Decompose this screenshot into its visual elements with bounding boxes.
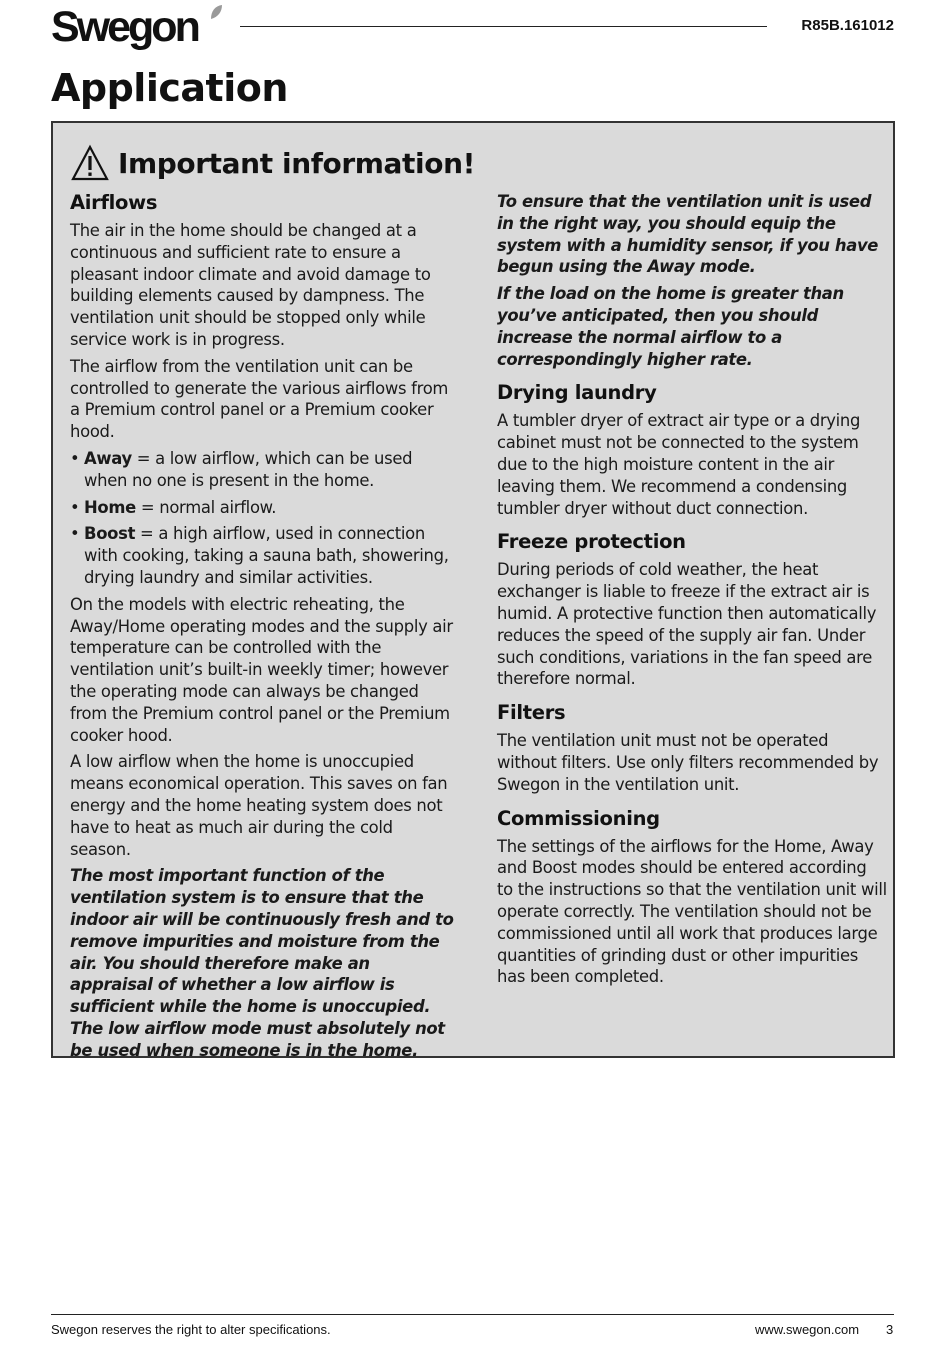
leaf-icon [209,4,223,20]
right-column [497,191,887,993]
logo-wordmark: Swegon [51,3,198,51]
mode-term: Boost [84,524,136,544]
page-number: 3 [886,1322,894,1337]
warning-triangle-icon [70,144,110,182]
freeze-protection-paragraph: During periods of cold weather, the heat exchanger is liable to freeze if the extract air is humid. A protective function then automatically reduces the speed of the supply air fan. Under such conditions, variations in the fan speed are therefore normal. [497,560,877,689]
reheating-paragraph: On the models with electric reheating, the Away/Home operating modes and the supply air temperature can be controlled with the ventilation unit’s built-in weekly timer; however the operating mode can always be changed from the Premium control panel or the Premium cooker hood. [70,594,453,745]
drying-laundry-heading: Drying laundry [497,381,657,405]
swegon-logo [51,4,223,50]
bullet: • [70,524,80,544]
footer-disclaimer: Swegon reserves the right to alter specifications. [51,1322,331,1337]
mode-description: = a low airflow, which can be used when no one is present in the home. [84,448,413,490]
important-information-box [51,121,895,1058]
document-code: R85B.161012 [801,17,894,34]
humidity-sensor-paragraph: To ensure that the ventilation unit is used in the right way, you should equip the system with a humidity sensor, if you have begun using the Away mode. [497,192,879,277]
commissioning-heading: Commissioning [497,806,660,830]
airflow-modes-list [70,448,455,589]
left-column [70,189,455,1066]
important-warning-paragraph: The most important function of the ventilation system is to ensure that the indoor air will be continuously fresh and to remove impurities and moisture from the air. You should therefore make an appraisal of whether a low airflow is sufficient while the home is unoccupied. The low airflow mode must absolutely not be used when someone is in the home. [70,866,454,1060]
notice-title: Important information! [118,146,475,180]
commissioning-paragraph: The settings of the airflows for the Home, Away and Boost modes should be entered according to the instructions so that the ventilation unit will operate correctly. The ventilation should not be commissioned until all work that produces large quantities of grinding dust or other impurities has been completed. [497,836,887,987]
airflows-paragraph-2: The airflow from the ventilation unit can be controlled to generate the various airflows from a Premium control panel or a Premium cooker hood. [70,356,449,442]
mode-description: = normal airflow. [135,497,277,517]
mode-term: Home [84,497,136,517]
airflows-heading: Airflows [70,191,158,214]
filters-heading: Filters [497,701,566,725]
drying-laundry-paragraph: A tumbler dryer of extract air type or a drying cabinet must not be connected to the system due to the high moisture content in the air leaving them. We recommend a condensing tumbler dryer without duct connection. [497,411,861,518]
list-item [70,523,455,588]
bullet: • [70,497,80,517]
list-item [70,497,455,519]
page-title: Application [51,66,288,110]
footer-website-link[interactable]: www.swegon.com [755,1322,860,1337]
list-item [70,448,455,492]
load-paragraph: If the load on the home is greater than you’ve anticipated, then you should increase the normal airflow to a correspondingly higher rate. [497,284,844,369]
header-divider [240,26,767,27]
freeze-protection-heading: Freeze protection [497,530,686,554]
economy-paragraph: A low airflow when the home is unoccupied means economical operation. This saves on fan energy and the home heating system does not have to heat as much air during the cold season. [70,752,448,859]
airflows-paragraph-1: The air in the home should be changed at a continuous and sufficient rate to ensure a pleasant indoor climate and avoid damage to building elements caused by dampness. The ventilation unit should be stopped only while service work is in progress. [70,221,431,349]
filters-paragraph: The ventilation unit must not be operated without filters. Use only filters recommended by Swegon in the ventilation unit. [497,731,879,794]
mode-description: = a high airflow, used in connection with cooking, taking a sauna bath, showering, drying laundry and similar activities. [84,524,449,587]
bullet: • [70,448,80,468]
mode-term: Away [84,448,132,468]
footer-divider [51,1314,894,1315]
notice-heading [70,141,475,185]
